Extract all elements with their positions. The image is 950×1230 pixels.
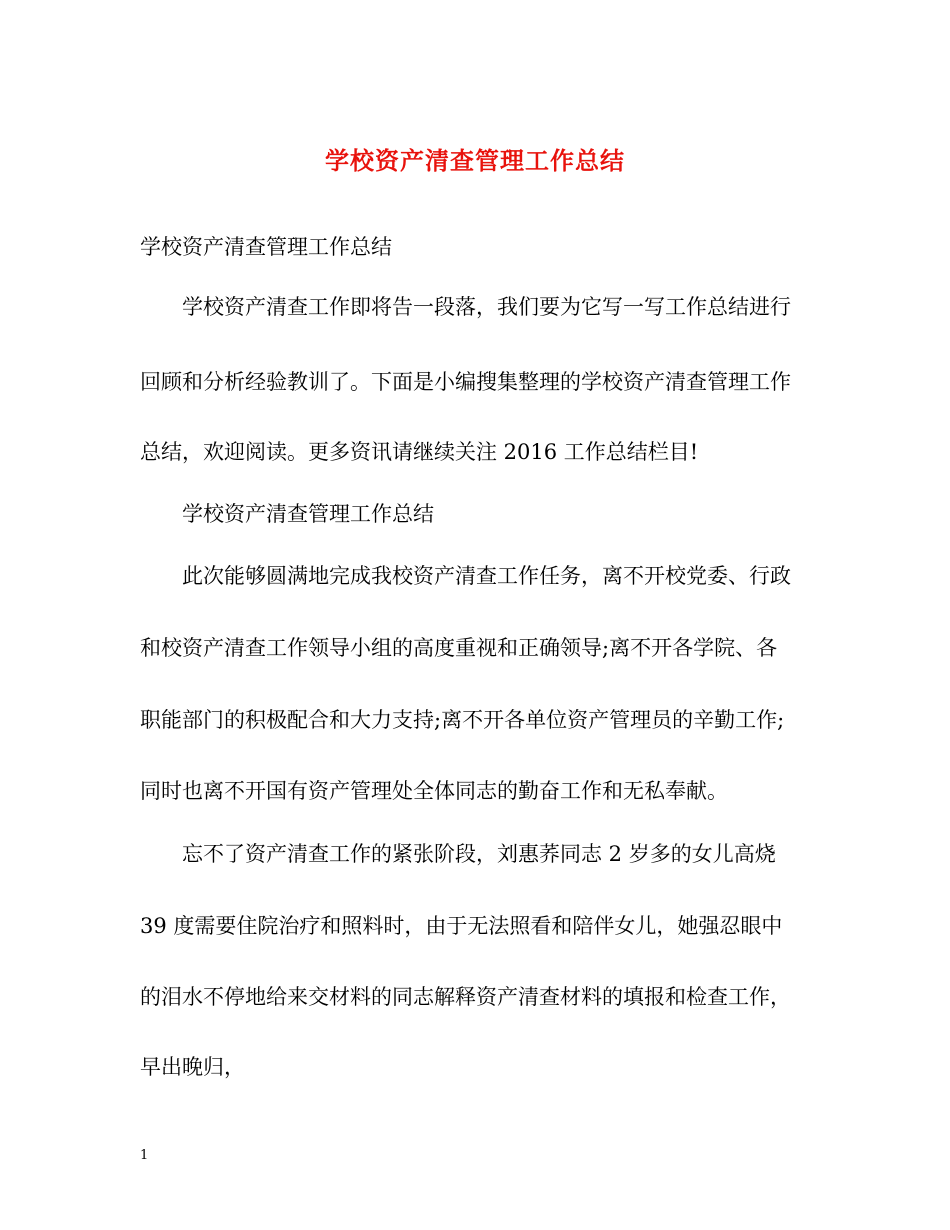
paragraph-line: 和校资产清查工作领导小组的高度重视和正确领导;离不开各学院、各 <box>140 636 778 660</box>
page-number: 1 <box>140 1148 149 1163</box>
section-heading: 学校资产清查管理工作总结 <box>182 502 434 526</box>
paragraph-line: 学校资产清查工作即将告一段落，我们要为它写一写工作总结进行 <box>182 295 791 319</box>
paragraph-line: 回顾和分析经验教训了。下面是小编搜集整理的学校资产清查管理工作 <box>140 370 791 394</box>
subheading: 学校资产清查管理工作总结 <box>140 235 392 259</box>
paragraph-line: 同时也离不开国有资产管理处全体同志的勤奋工作和无私奉献。 <box>140 779 728 803</box>
paragraph-line: 的泪水不停地给来交材料的同志解释资产清查材料的填报和检查工作， <box>140 985 791 1009</box>
document-title: 学校资产清查管理工作总结 <box>325 146 625 175</box>
paragraph-line: 忘不了资产清查工作的紧张阶段，刘惠荞同志 2 岁多的女儿高烧 <box>182 842 776 866</box>
paragraph-line: 此次能够圆满地完成我校资产清查工作任务，离不开校党委、行政 <box>182 564 791 588</box>
paragraph-line: 早出晚归， <box>140 1055 245 1079</box>
paragraph-line: 39 度需要住院治疗和照料时，由于无法照看和陪伴女儿，她强忍眼中 <box>140 914 783 938</box>
paragraph-line: 职能部门的积极配合和大力支持;离不开各单位资产管理员的辛勤工作; <box>140 708 785 732</box>
paragraph-line: 总结，欢迎阅读。更多资讯请继续关注 2016 工作总结栏目! <box>140 440 699 464</box>
